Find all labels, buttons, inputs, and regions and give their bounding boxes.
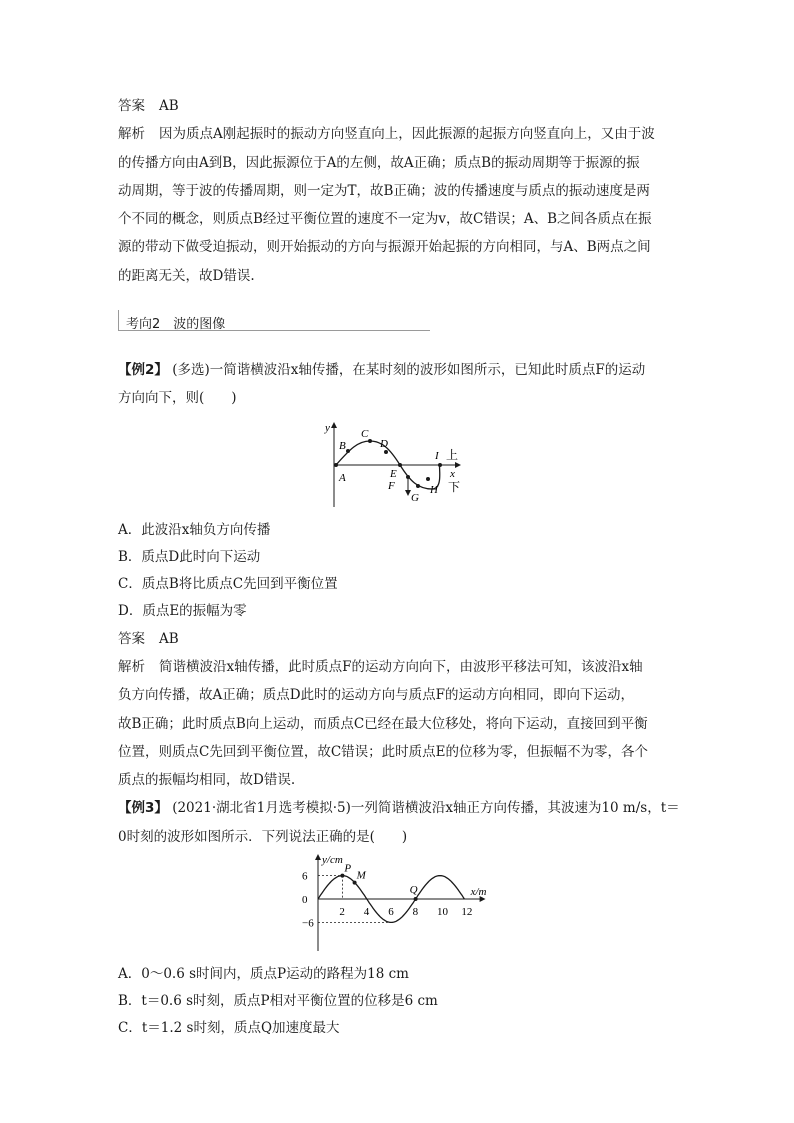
label-E: E [390, 467, 397, 480]
answer-1 [118, 92, 678, 120]
y-tick-label: −6 [302, 917, 314, 930]
analysis-text: 负方向传播，故A正确；质点D此时的运动方向与质点F的运动方向相同，即向下运动， [118, 687, 634, 704]
example-stem: (多选)一简谐横波沿x轴传播，在某时刻的波形如图所示，已知此时质点F的运动 [172, 362, 646, 379]
answer-label: 答案 [118, 630, 145, 647]
option-c: C．质点B将比质点C先回到平衡位置 [118, 575, 338, 592]
analysis-text: 质点的振幅均相同，故D错误. [118, 772, 296, 789]
y-tick-label: 0 [302, 894, 308, 907]
example-3 [118, 794, 678, 1042]
example-stem: 方向向下，则( ) [118, 390, 237, 407]
label-up: 上 [446, 447, 459, 462]
answer-value: AB [159, 98, 179, 114]
wave-chart-svg [118, 853, 678, 957]
wave-figure-1 [118, 419, 678, 511]
label-A: A [339, 471, 346, 484]
example-2 [118, 356, 678, 625]
analysis-text: 的传播方向由A到B，因此振源位于A的左侧，故A正确；质点B的振动周期等于振源的振 [118, 154, 640, 171]
point-label-P: P [344, 862, 352, 875]
option-a: A．此波沿x轴负方向传播 [118, 521, 271, 538]
point-Q [414, 897, 418, 901]
analysis-text: 简谐横波沿x轴传播，此时质点F的运动方向向下，由波形平移法可知，该波沿x轴 [159, 658, 643, 675]
option-c: C．t＝1.2 s时刻，质点Q加速度最大 [118, 1020, 340, 1037]
x-tick-label: 8 [412, 906, 419, 919]
x-axis-label: x/m [470, 886, 487, 899]
option-b: B．质点D此时向下运动 [118, 548, 261, 565]
example-stem: 0时刻的波形如图所示．下列说法正确的是( ) [118, 828, 408, 845]
point-label-M: M [356, 869, 366, 882]
option-d: D．质点E的振幅为零 [118, 602, 247, 619]
analysis-2 [118, 653, 678, 794]
analysis-text: 动周期，等于波的传播周期，则一定为T，故B正确；波的传播速度与质点的振动速度是两 [118, 182, 650, 199]
wave-figure-1-svg [118, 419, 678, 511]
x-tick-label: 2 [339, 906, 345, 919]
answer-label: 答案 [118, 98, 145, 114]
analysis-1 [118, 120, 678, 290]
option-a: A．0～0.6 s时间内，质点P运动的路程为18 cm [118, 966, 409, 983]
option-b: B．t＝0.6 s时刻，质点P相对平衡位置的位移是6 cm [118, 993, 438, 1010]
y-label: y [325, 421, 330, 434]
label-H: H [430, 483, 438, 496]
point-label-Q: Q [409, 884, 418, 897]
example-tag: 【例2】 [118, 362, 168, 379]
analysis-text: 源的带动下做受迫振动，则开始振动的方向与振源开始起振的方向相同，与A、B两点之间 [118, 239, 651, 256]
page [118, 92, 678, 1042]
x-tick-label: 12 [461, 906, 473, 919]
analysis-text: 个不同的概念，则质点B经过平衡位置的速度不一定为v，故C错误；A、B之间各质点在振 [118, 211, 652, 228]
y-axis-label: y/cm [322, 854, 343, 867]
section-heading [118, 310, 430, 332]
label-I: I [435, 449, 439, 462]
y-tick-label: 6 [302, 870, 308, 883]
answer-2 [118, 625, 678, 653]
section-title: 考向2 波的图像 [126, 317, 226, 333]
answer-value: AB [159, 630, 179, 647]
x-label: x [450, 467, 455, 480]
analysis-text: 故B正确；此时质点B向上运动，而质点C已经在最大位移处，将向下运动，直接回到平衡 [118, 715, 648, 732]
label-B: B [339, 439, 346, 452]
wave-chart [118, 853, 678, 957]
analysis-label: 解析 [118, 658, 145, 675]
label-F: F [388, 479, 395, 492]
analysis-text: 的距离无关，故D错误. [118, 267, 255, 284]
label-G: G [411, 491, 419, 504]
example-stem: (2021·湖北省1月选考模拟·5)一列简谐横波沿x轴正方向传播，其波速为10 m/s，t＝ [172, 800, 680, 817]
label-C: C [361, 427, 369, 440]
analysis-label: 解析 [118, 126, 145, 143]
label-D: D [380, 437, 388, 450]
x-tick-label: 6 [388, 906, 394, 919]
x-tick-label: 10 [437, 906, 448, 919]
analysis-text: 因为质点A刚起振时的振动方向竖直向上，因此振源的起振方向竖直向上，又由于波 [159, 126, 655, 143]
label-down: 下 [448, 479, 461, 494]
example-tag: 【例3】 [118, 800, 168, 817]
analysis-text: 位置，则质点C先回到平衡位置，故C错误；此时质点E的位移为零，但振幅不为零，各个 [118, 743, 649, 760]
x-tick-label: 4 [363, 906, 370, 919]
